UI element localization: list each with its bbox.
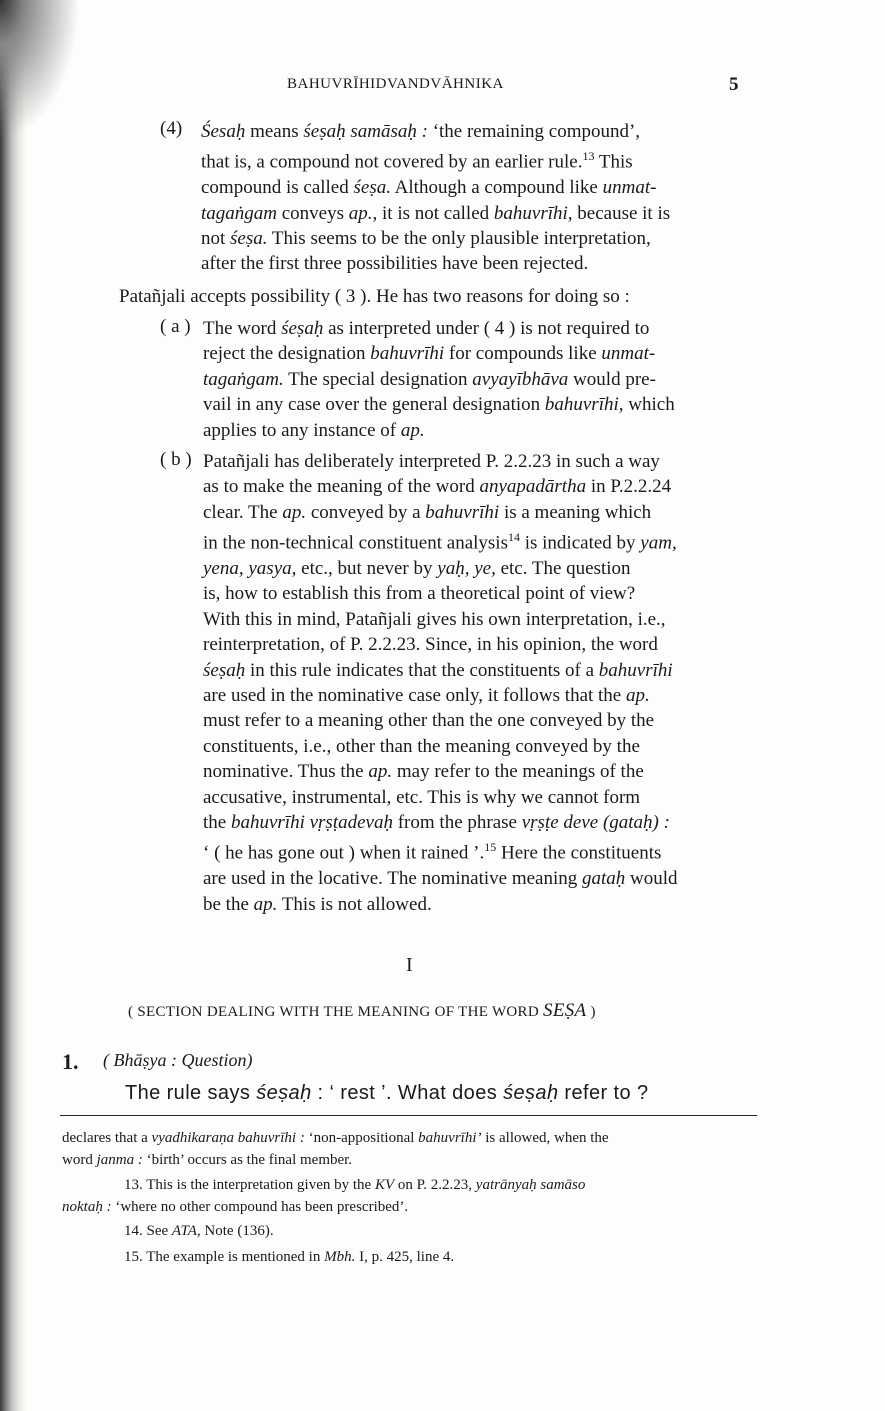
text-line: reject the designation bahuvrīhi for compounds like unmat- <box>203 343 656 365</box>
text-line: vail in any case over the general designation bahuvrīhi, which <box>203 394 675 416</box>
text-line: must refer to a meaning other than the one conveyed by the <box>203 710 655 732</box>
text-line: as to make the meaning of the word anyapadārtha in P.2.2.24 <box>203 476 672 498</box>
text-line: are used in the locative. The nominative meaning gataḥ would <box>203 868 678 890</box>
section-number: I <box>406 954 413 976</box>
footnote-divider <box>60 1115 757 1116</box>
footnote-15 <box>124 1246 454 1268</box>
point-4-paragraph <box>201 119 754 277</box>
text-line: The word śeṣaḥ as interpreted under ( 4 ) is not required to <box>203 318 650 339</box>
text-line: tagaṅgam. The special designation avyayībhāva would pre- <box>203 368 656 390</box>
text-line: reinterpretation, of P. 2.2.23. Since, in his opinion, the word <box>203 634 658 656</box>
footnote-ref: 15 <box>484 840 497 855</box>
footnote-line: declares that a vyadhikaraṇa bahuvrīhi : ‘non-appositional bahuvrīhi’ is allowed, when the <box>62 1130 609 1146</box>
text-line: compound is called śeṣa. Although a compound like unmat- <box>201 177 657 199</box>
text-line: śeṣaḥ in this rule indicates that the constituents of a bahuvrīhi <box>203 659 673 681</box>
patanjali-intro: Patañjali accepts possibility ( 3 ). He has two reasons for doing so : <box>119 286 630 307</box>
text-line: With this in mind, Patañjali gives his own interpretation, i.e., <box>203 608 666 630</box>
text-line: the bahuvrīhi vṛṣṭadevaḥ from the phrase vṛṣṭe deve (gataḥ) : <box>203 812 670 834</box>
text-line: ‘ ( he has gone out ) when it rained ’.$^{15}$ Here the constituents <box>203 840 662 864</box>
section-title: ( SECTION DEALING WITH THE MEANING OF THE WORD SEṢA ) <box>128 1000 596 1021</box>
footnote-ref: 13 <box>582 149 595 164</box>
text-line: applies to any instance of ap. <box>203 419 425 441</box>
text-line: are used in the nominative case only, it follows that the ap. <box>203 684 650 706</box>
footnote-13 <box>62 1174 585 1218</box>
text-line: after the first three possibilities have been rejected. <box>201 253 589 275</box>
footnote-line: 14. See ATA, Note (136). <box>124 1223 274 1239</box>
footnote-line: 15. The example is mentioned in Mbh. I, p. 425, line 4. <box>124 1249 455 1265</box>
footnote-line: word janma : ‘birth’ occurs as the final member. <box>62 1152 353 1168</box>
page-number: 5 <box>729 74 739 95</box>
footnote-line: 13. This is the interpretation given by the KV on P. 2.2.23, yatrānyaḥ samāso <box>124 1177 586 1193</box>
text-line: in the non-technical constituent analysis$^{14}$ is indicated by yam, <box>203 530 677 554</box>
bhashya-question: The rule says śeṣaḥ : ‘ rest ’. What does śeṣaḥ refer to ? <box>125 1082 649 1104</box>
footnote-continued <box>62 1127 609 1171</box>
footnote-line: noktaḥ : ‘where no other compound has been prescribed’. <box>62 1199 409 1215</box>
reason-b-paragraph <box>203 449 756 917</box>
text-line: Patañjali has deliberately interpreted P. 2.2.23 in such a way <box>203 451 660 472</box>
text-line: Śesaḥ means śeṣaḥ samāsaḥ : ‘the remaining compound’, <box>201 121 641 142</box>
reason-a-label: ( a ) <box>160 316 191 337</box>
text-line: not śeṣa. This seems to be the only plausible interpretation, <box>201 227 651 249</box>
text-line: tagaṅgam conveys ap., it is not called bahuvrīhi, because it is <box>201 202 671 224</box>
footnote-14 <box>124 1220 274 1242</box>
running-header: BAHUVRĪHIDVANDVĀHNIKA <box>287 76 504 92</box>
reason-a-paragraph <box>203 316 754 443</box>
text-line: that is, a compound not covered by an earlier rule.$^{13}$ This <box>201 149 633 173</box>
point-4-label: (4) <box>160 118 183 139</box>
text-line: constituents, i.e., other than the meaning conveyed by the <box>203 735 640 757</box>
footnote-ref: 14 <box>507 530 520 545</box>
text-line: is, how to establish this from a theoretical point of view? <box>203 583 636 605</box>
text-line: clear. The ap. conveyed by a bahuvrīhi is a meaning which <box>203 501 652 523</box>
reason-b-label: ( b ) <box>160 449 192 470</box>
text-line: accusative, instrumental, etc. This is why we cannot form <box>203 786 641 808</box>
text-line: yena, yasya, etc., but never by yaḥ, ye, etc. The question <box>203 557 631 579</box>
text-line: be the ap. This is not allowed. <box>203 893 432 915</box>
scanned-page-edge <box>0 0 26 1411</box>
text-line: nominative. Thus the ap. may refer to the meanings of the <box>203 761 644 783</box>
bhashya-number: 1. <box>62 1049 79 1074</box>
scanned-page-corner-shadow <box>0 0 80 140</box>
bhashya-label: ( Bhāṣya : Question) <box>103 1050 253 1070</box>
